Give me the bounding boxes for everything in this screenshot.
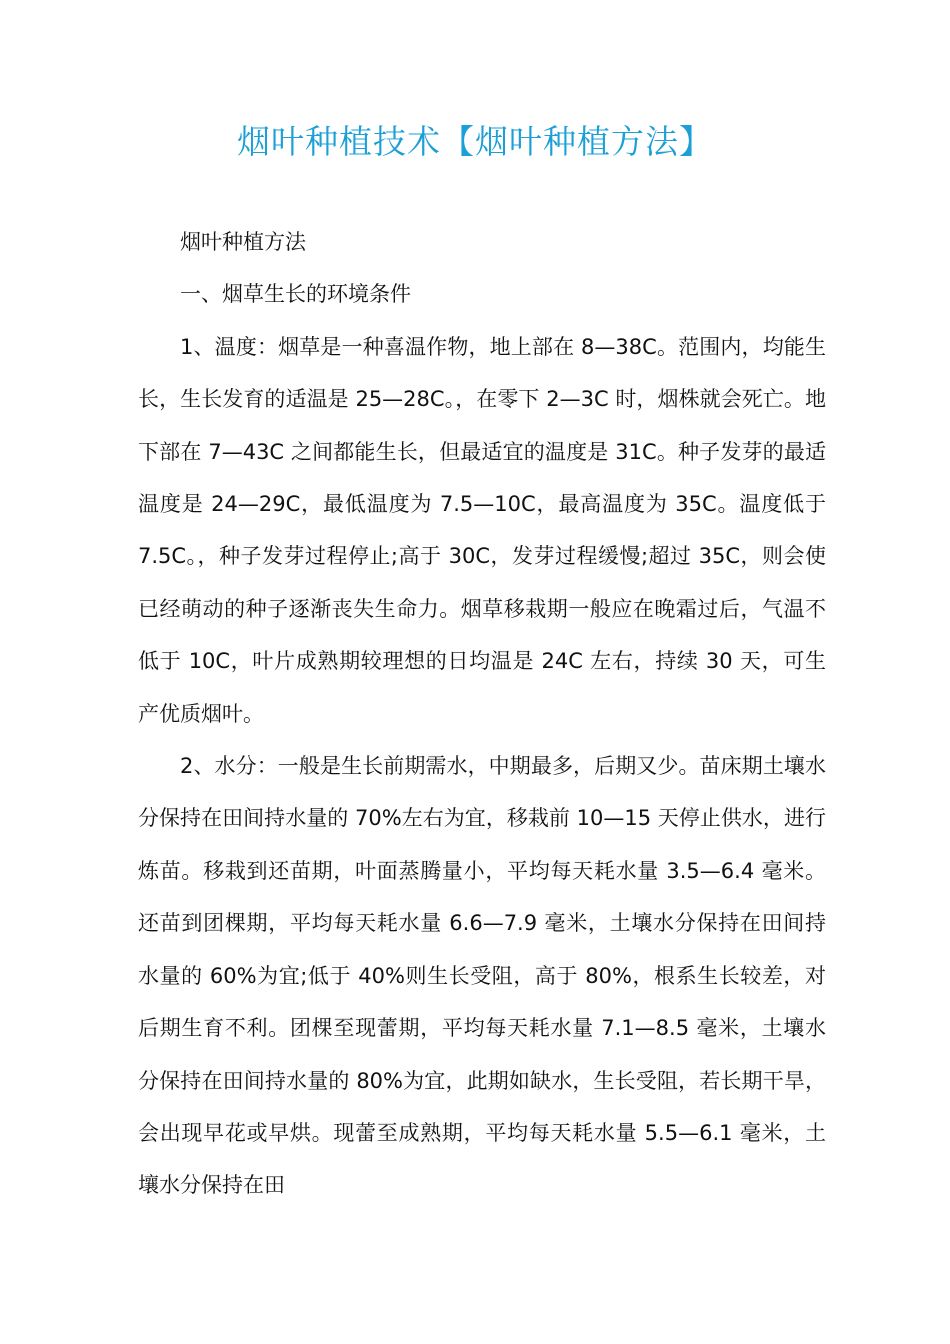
paragraph-heading-method: 烟叶种植方法: [180, 230, 306, 254]
paragraph-water: 2、水分：一般是生长前期需水，中期最多，后期又少。苗床期土壤水分保持在田间持水量的 70%左右为宜，移栽前 10—15 天停止供水，进行炼苗。移栽到还苗期，叶面蒸腾量小，平均每天耗水量 3.5—6.4 毫米。还苗到团棵期，平均每天耗水量 6.6—7.9 毫米，土壤水分保持在田间持水量的 60%为宜;低于 40%则生长受阻，高于 80%，根系生长较差，对后期生育不利。团棵至现蕾期，平均每天耗水量 7.1—8.5 毫米，土壤水分保持在田间持水量的 80%为宜，此期如缺水，生长受阻，若长期干旱，会出现早花或早烘。现蕾至成熟期，平均每天耗水量 5.5—6.1 毫米，土壤水分保持在田: [138, 754, 826, 1198]
paragraph-section-heading: 一、烟草生长的环境条件: [180, 282, 411, 307]
document-title: 烟叶种植技术【烟叶种植方法】: [237, 122, 713, 161]
document-body: [138, 216, 826, 1212]
paragraph-temperature: 1、温度：烟草是一种喜温作物，地上部在 8—38C。范围内，均能生长，生长发育的适温是 25—28C。，在零下 2—3C 时，烟株就会死亡。地下部在 7—43C 之间都能生长，但最适宜的温度是 31C。种子发芽的最适温度是 24—29C，最低温度为 7.5—10C，最高温度为 35C。温度低于 7.5C。，种子发芽过程停止;高于 30C，发芽过程缓慢;超过 35C，则会使已经萌动的种子逐渐丧失生命力。烟草移栽期一般应在晚霜过后，气温不低于 10C，叶片成熟期较理想的日均温是 24C 左右，持续 30 天，可生产优质烟叶。: [138, 334, 826, 726]
